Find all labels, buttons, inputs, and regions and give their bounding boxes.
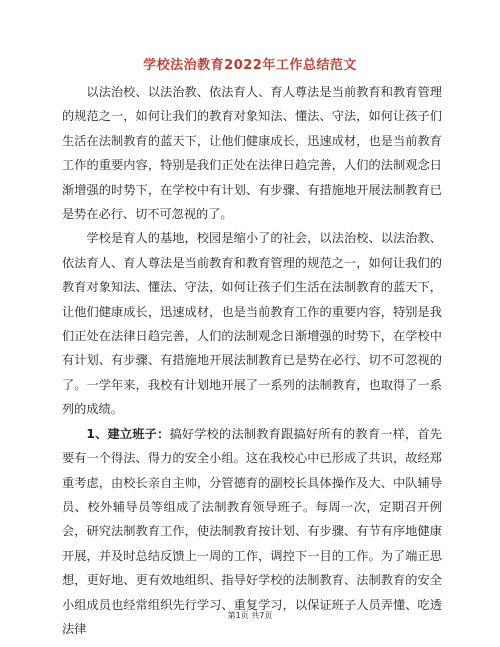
paragraph-2: 学校是育人的基地，校园是缩小了的社会，以法治校、以法治教、依法育人、育人尊法是当前教育和教育管理的规范之一，如何让我们的教育对象知法、懂法、守法，如何让孩子们生活在法制教育的蓝天下，让他们健康成长，迅速成材，也是当前教育工作的重要内容，特别是我们正处在法律日趋完善，人们的法制观念日渐增强的时势下，在学校中有计划、有步骤、有措施地开展法制教育已是势在必行、切不可忽视的了。一学年来，我校有计划地开展了一系列的法制教育，也取得了一系列的成绩。 — [62, 231, 442, 417]
document-title: 学校法治教育2022年工作总结范文 — [143, 58, 357, 73]
page-footer: 第1页 共7页 — [227, 611, 273, 620]
section-1-text: 搞好学校的法制教育跟搞好所有的教育一样，首先要有一个得法、得力的安全小组。这在我校心中已形成了共识，故经郑重考虑，由校长亲自主帅，分管德育的副校长具体操作及大、中队辅导员、校外辅导员等组成了法制教育领导班子。每周一次，定期召开例会，研究法制教育工作，使法制教育按计划、有步骤、有节有序地健康开展，并及时总结反馈上一周的工作，调控下一目的工作。为了端正思想，更好地、更有效地组织、指导好学校的法制教育、法制教育的安全小组成员也经常组织先行学习、重复学习，以保证班子人员弄懂、吃透法律 — [62, 426, 442, 636]
paragraph-1: 以法治校、以法治教、依法育人、育人尊法是当前教育和教育管理的规范之一，如何让我们的教育对象知法、懂法、守法，如何让孩子们生活在法制教育的蓝天下，让他们健康成长，迅速成材，也是当前教育工作的重要内容，特别是我们正处在法律日趋完善，人们的法制观念日渐增强的时势下，在学校中有计划、有步骤、有措施地开展法制教育已是势在必行、切不可忽视的了。 — [62, 85, 442, 222]
section-1-heading: 1、建立班子： — [86, 426, 170, 441]
paragraph-section-1 — [62, 422, 442, 642]
document-body — [62, 80, 442, 641]
